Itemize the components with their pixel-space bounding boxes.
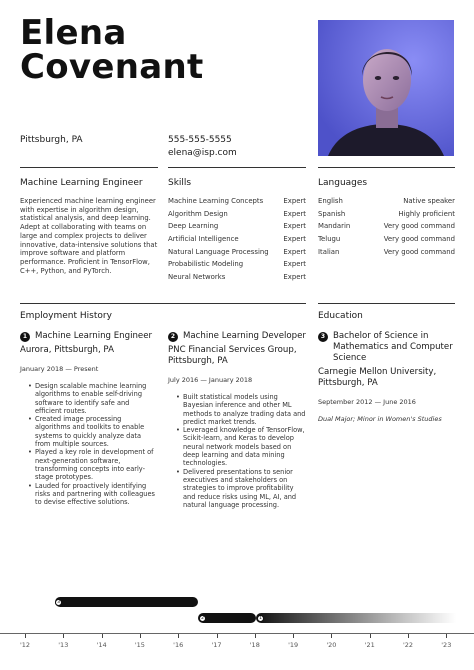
timeline-marker: 1: [257, 615, 264, 622]
axis-year-label: '15: [134, 641, 145, 649]
axis-tick: [255, 634, 256, 638]
axis-tick: [408, 634, 409, 638]
skill-row: Algorithm Design Expert: [168, 209, 306, 218]
education-entry: [318, 331, 455, 423]
skill-row: Artificial Intelligence Expert: [168, 235, 306, 244]
education-dates: September 2012 — June 2016: [318, 398, 416, 406]
axis-year-label: '14: [96, 641, 107, 649]
language-row: Spanish Highly proficient: [318, 209, 455, 218]
timeline-bar-job-2: [198, 613, 256, 623]
job-company: Aurora, Pittsburgh, PA: [20, 345, 114, 355]
axis-tick: [370, 634, 371, 638]
axis-year-label: '21: [364, 641, 375, 649]
education-number-badge: 3: [318, 332, 328, 342]
first-name: Elena: [20, 13, 127, 53]
summary-text: Experienced machine learning engineer with expertise in algorithm design, statistical analysis, and deep learning. Adept at collaborating with teams on large and complex projects to deliver innovative, data-intensive solutions that improve software and platform performance. Proficient in TensorFlow, C++, Python, and PyTorch.: [20, 197, 158, 275]
axis-tick: [140, 634, 141, 638]
bullet-item: • Built statistical models using Bayesian inference and other ML methods to analyze trading data and predict market trends.: [176, 393, 306, 426]
job-dates: January 2018 — Present: [20, 365, 99, 373]
skill-row: Machine Learning Concepts Expert: [168, 197, 306, 205]
timeline-marker: 2: [199, 615, 206, 622]
portrait-image: [318, 20, 454, 156]
axis-year-label: '12: [19, 641, 31, 649]
job-dates: July 2016 — January 2018: [168, 376, 253, 384]
job-number-badge: 2: [168, 332, 178, 342]
axis-tick: [217, 634, 218, 638]
school-name: Carnegie Mellon University, Pittsburgh, PA: [318, 367, 437, 388]
candidate-name: [20, 13, 204, 87]
axis-year-label: '23: [441, 641, 452, 649]
bullet-item: • Design scalable machine learning algorithms to enable self-driving software to identify safe and efficient routes.: [28, 382, 158, 415]
axis-tick: [25, 634, 26, 638]
divider: [20, 167, 158, 168]
language-row: Italian Very good command: [318, 247, 455, 256]
education-title: Education: [318, 311, 363, 321]
skills-list: [168, 197, 306, 286]
timeline-bar-education: [55, 597, 198, 607]
bullet-item: • Delivered presentations to senior executives and stakeholders on strategies to improve profitability and reduce risks using ML, AI, and natural language processing.: [176, 468, 306, 509]
axis-tick: [331, 634, 332, 638]
language-row: Telugu Very good command: [318, 235, 455, 244]
axis-tick: [293, 634, 294, 638]
bullet-item: • Created image processing algorithms and toolkits to enable systems to quickly analyze data from multiple sources.: [28, 415, 158, 448]
timeline-marker: 3: [55, 599, 62, 606]
contact-block: [168, 134, 237, 160]
education-note: Dual Major; Minor in Women's Studies: [318, 415, 442, 423]
axis-year-label: '13: [58, 641, 69, 649]
axis-year-label: '18: [249, 641, 260, 649]
job-entry: [20, 331, 158, 506]
bullet-item: • Played a key role in development of next-generation software, transforming concepts into early-stage prototypes.: [28, 448, 158, 481]
axis-year-label: '22: [402, 641, 414, 649]
job-title: 2 Machine Learning Developer: [168, 331, 306, 342]
language-row: Mandarin Very good command: [318, 222, 455, 231]
employment-title: Employment History: [20, 311, 112, 321]
job-company: PNC Financial Services Group, Pittsburgh, PA: [168, 345, 297, 366]
divider: [318, 303, 455, 304]
skills-title: Skills: [168, 178, 192, 188]
job-title: 1 Machine Learning Engineer: [20, 331, 158, 342]
bullet-item: • Lauded for proactively identifying risks and partnering with colleagues to devise effective solutions.: [28, 482, 158, 507]
job-number-badge: 1: [20, 332, 30, 342]
bullet-item: • Leveraged knowledge of TensorFlow, Scikit-learn, and Keras to develop neural network models based on deep learning and data mining technologies.: [176, 426, 306, 467]
axis-year-label: '19: [288, 641, 299, 649]
email-address: elena@isp.com: [168, 148, 237, 158]
axis-year-label: '20: [326, 641, 337, 649]
skill-row: Neural Networks Expert: [168, 273, 306, 282]
languages-title: Languages: [318, 178, 368, 188]
timeline-bar-job-1: [256, 613, 456, 623]
skill-row: Probabilistic Modeling Expert: [168, 260, 306, 269]
degree-title: 3 Bachelor of Science in Mathematics and Computer Science: [318, 331, 455, 364]
profile-photo: [318, 20, 454, 156]
divider: [168, 167, 306, 168]
summary-title: Machine Learning Engineer: [20, 178, 143, 188]
location: Pittsburgh, PA: [20, 135, 83, 145]
divider: [318, 167, 455, 168]
last-name: Covenant: [20, 47, 204, 87]
axis-tick: [63, 634, 64, 638]
job-bullets: [168, 393, 306, 509]
axis-year-label: '17: [211, 641, 222, 649]
job-bullets: [20, 382, 158, 506]
axis-tick: [446, 634, 447, 638]
skill-row: Deep Learning Expert: [168, 222, 306, 231]
languages-list: [318, 197, 455, 260]
axis-tick: [102, 634, 103, 638]
axis-tick: [178, 634, 179, 638]
language-row: English Native speaker: [318, 197, 455, 205]
skill-row: Natural Language Processing Expert: [168, 247, 306, 256]
job-entry: [168, 331, 306, 509]
timeline-axis: [0, 633, 474, 634]
phone-number: 555-555-5555: [168, 135, 232, 145]
axis-year-label: '16: [173, 641, 184, 649]
divider: [20, 303, 306, 304]
